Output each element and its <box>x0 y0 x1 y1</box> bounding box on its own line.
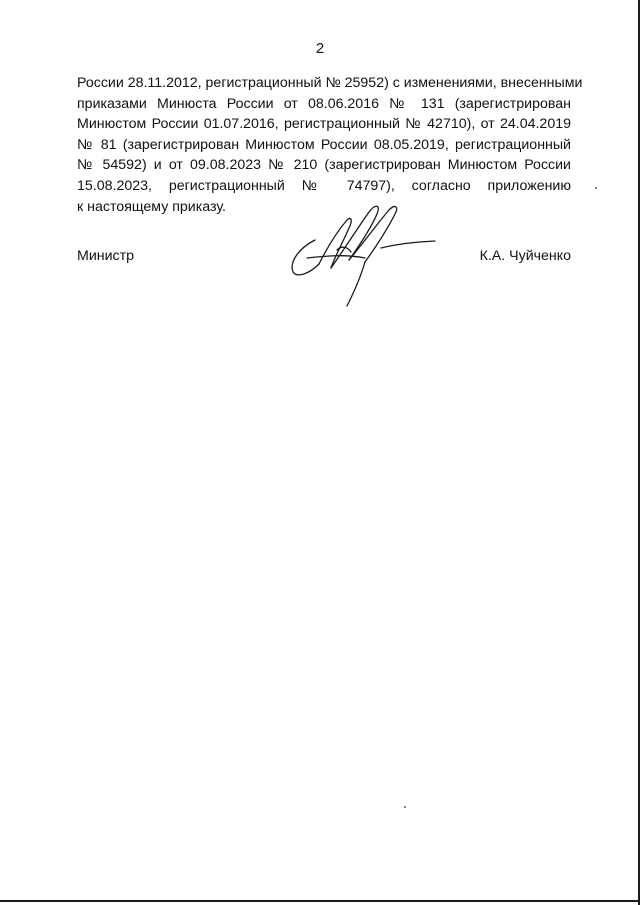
body-paragraph <box>77 73 583 217</box>
body-line: № 54592) и от 09.08.2023 № 210 (зарегистрирован Минюстом России <box>77 157 571 174</box>
body-line: № 81 (зарегистрирован Минюстом России 08.05.2019, регистрационный <box>77 136 571 153</box>
handwritten-signature <box>285 198 440 310</box>
page-edge-bottom <box>0 900 640 902</box>
signer-name: К.А. Чуйченко <box>479 248 571 264</box>
body-line: приказами Минюста России от 08.06.2016 № 131 (зарегистрирован <box>77 95 571 112</box>
signer-position: Министр <box>77 248 134 264</box>
body-line: России 28.11.2012, регистрационный № 25952) с изменениями, внесенными <box>77 75 583 91</box>
paper-speck <box>404 806 406 808</box>
body-line: к настоящему приказу. <box>77 198 226 215</box>
body-line: Минюстом России 01.07.2016, регистрационный № 42710), от 24.04.2019 <box>77 116 571 133</box>
page-number: 2 <box>315 40 325 57</box>
body-line: 15.08.2023, регистрационный № 74797), согласно приложению <box>77 177 571 194</box>
paper-speck <box>595 187 597 189</box>
